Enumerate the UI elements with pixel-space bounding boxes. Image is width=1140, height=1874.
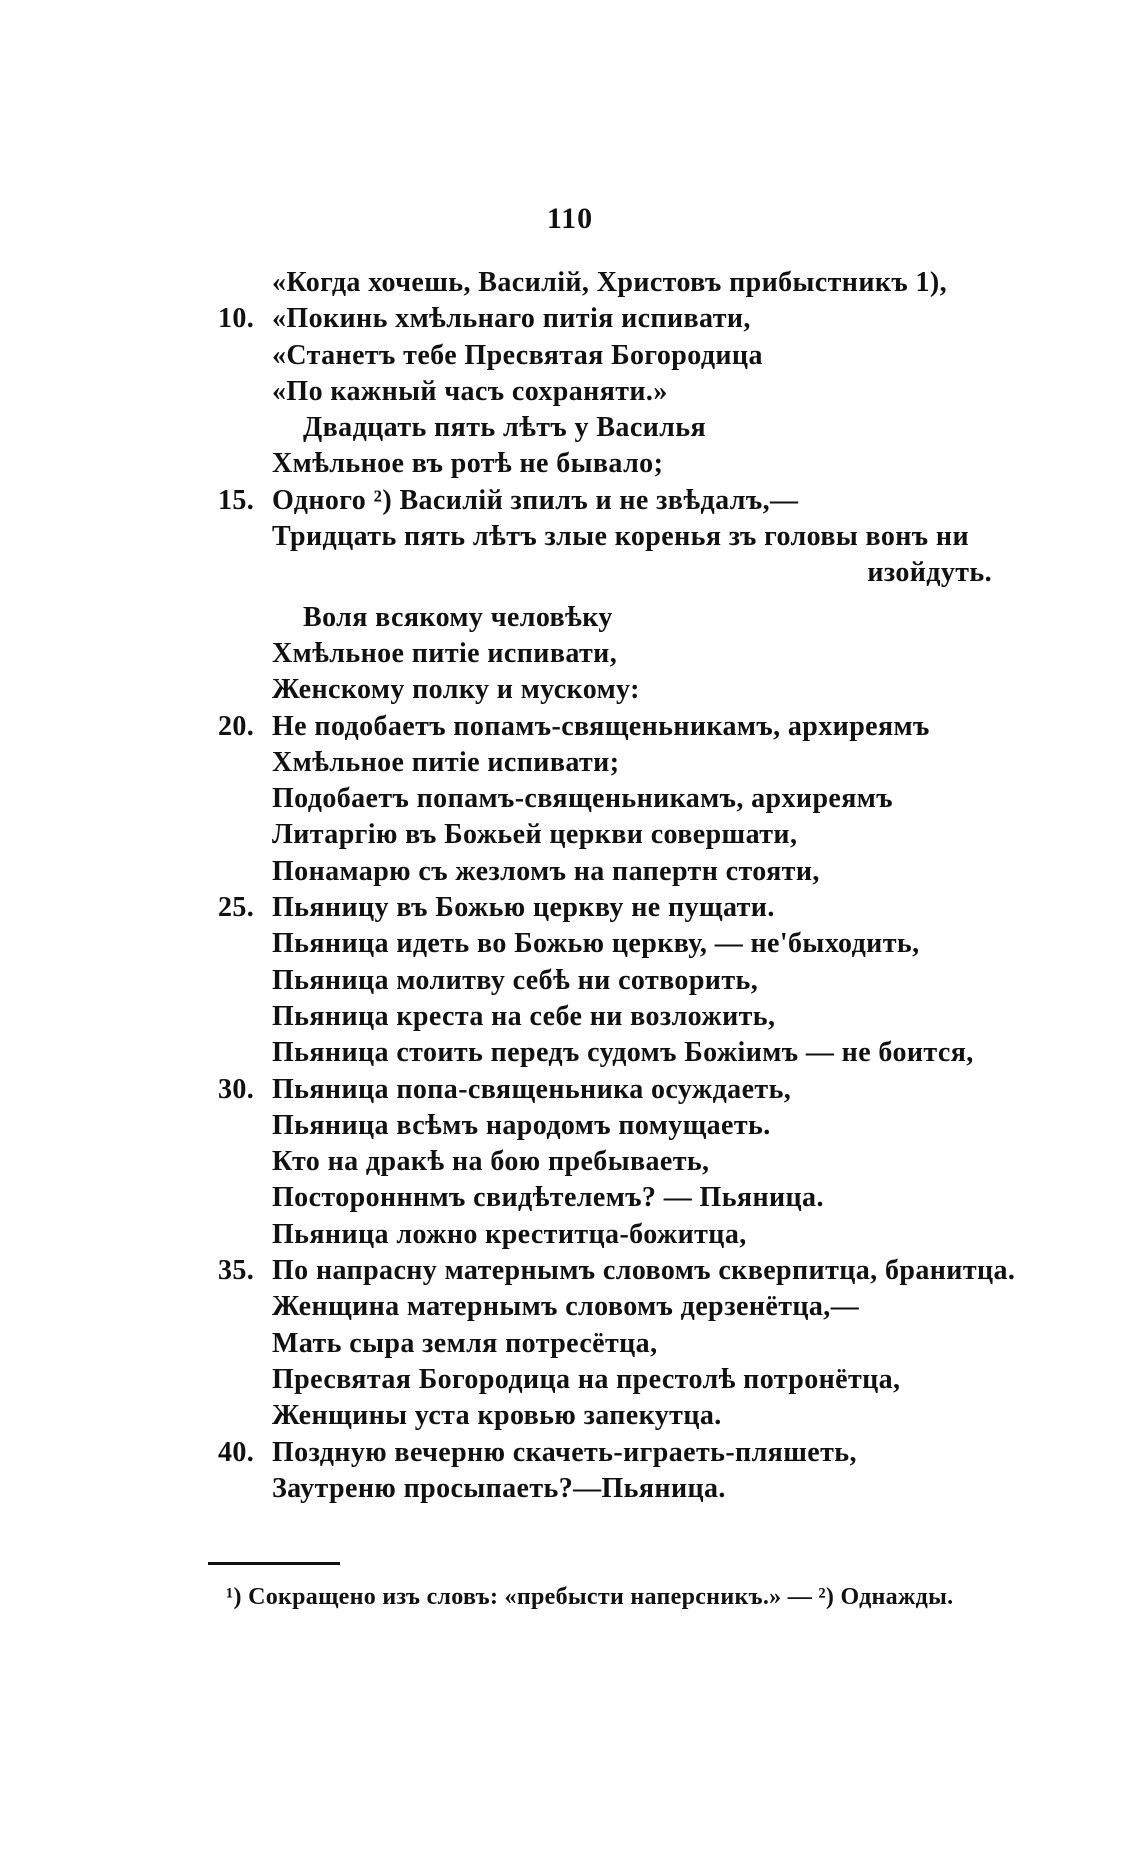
verse-line	[0, 745, 1140, 781]
verse-line	[0, 301, 1140, 337]
verse-line	[0, 963, 1140, 999]
verse-line	[0, 817, 1140, 853]
verse-line	[0, 1217, 1140, 1253]
line-text: «Покинь хмѣльнаго питія испивати,	[272, 303, 751, 335]
line-text: Женщина матернымъ словомъ дерзенётца,—	[272, 1291, 860, 1323]
line-text: Посторонннмъ свидѣтелемъ? — Пьяница.	[272, 1182, 824, 1214]
verse-line	[0, 890, 1140, 926]
line-text: Пресвятая Богородица на престолѣ потронётца,	[272, 1363, 901, 1395]
verse-line	[0, 410, 1140, 446]
verse-line	[0, 1289, 1140, 1325]
verse-line	[0, 483, 1140, 519]
line-text: Пьяница ложно креститца-божитца,	[272, 1218, 747, 1250]
line-number: 15.	[218, 484, 255, 516]
verse-line	[0, 1035, 1140, 1071]
line-text: Тридцать пять лѣтъ злые коренья зъ головы вонъ ни	[272, 521, 969, 553]
verse-line	[0, 1362, 1140, 1398]
stanza-gap	[0, 592, 1140, 600]
line-text: Заутреню просыпаеть?—Пьяница.	[272, 1472, 726, 1504]
verse-line	[0, 265, 1140, 301]
line-text: Не подобаетъ попамъ-священьникамъ, архиреямъ	[272, 710, 930, 742]
line-text: Хмѣльное въ ротѣ не бывало;	[272, 448, 664, 480]
verse-line	[0, 1108, 1140, 1144]
verse-line	[0, 999, 1140, 1035]
line-text: По напрасну матернымъ словомъ скверпитца, бранитца.	[272, 1255, 1016, 1287]
line-text: изойдуть.	[867, 557, 992, 589]
line-text: Кто на дракѣ на бою пребываеть,	[272, 1146, 710, 1178]
line-number: 20.	[218, 710, 255, 742]
verse-line	[0, 781, 1140, 817]
verse-line	[0, 1435, 1140, 1471]
line-number: 35.	[218, 1255, 255, 1287]
line-text: Воля всякому человѣку	[303, 601, 613, 633]
line-text: Мать сыра земля потресётца,	[272, 1327, 658, 1359]
line-text: Одного ²) Василій зпилъ и не звѣдалъ,—	[272, 484, 799, 516]
page-number: 110	[546, 202, 594, 235]
line-text: Литаргію въ Божьей церкви совершати,	[272, 819, 798, 851]
line-text: Подобаетъ попамъ-священьникамъ, архиреямъ	[272, 783, 893, 815]
line-text: Пьяница стоить передъ судомъ Божіимъ — не боится,	[272, 1037, 974, 1069]
line-text: Хмѣльное питіе испивати,	[272, 637, 618, 669]
footnote-divider	[208, 1562, 340, 1565]
line-text: «Станетъ тебе Пресвятая Богородица	[272, 339, 763, 371]
line-text: Пьяница идеть во Божью церкву, — не'быходить,	[272, 928, 920, 960]
verse-line	[0, 1072, 1140, 1108]
line-text: Хмѣльное питіе испивати;	[272, 746, 620, 778]
line-text: Понамарю съ жезломъ на папертн стояти,	[272, 855, 820, 887]
line-text: Женщины уста кровью запекутца.	[272, 1400, 722, 1432]
verse-line	[0, 338, 1140, 374]
line-text: «Когда хочешь, Василій, Христовъ прибыстникъ 1),	[272, 267, 948, 298]
verse-line	[0, 1471, 1140, 1507]
verse-line	[0, 519, 1140, 555]
line-text: Поздную вечерню скачеть-играеть-пляшеть,	[272, 1436, 857, 1468]
line-text: Пьяница всѣмъ народомъ помущаеть.	[272, 1109, 771, 1141]
verse-line	[0, 926, 1140, 962]
verse-block	[0, 265, 1140, 1507]
verse-line	[0, 854, 1140, 890]
footnote-text: ¹) Сокращено изъ словъ: «пребысти наперсникъ.» — ²) Однажды.	[226, 1584, 954, 1610]
verse-line	[0, 555, 1140, 591]
verse-line	[0, 446, 1140, 482]
line-text: Пьяница молитву себѣ ни сотворить,	[272, 964, 759, 996]
line-number: 30.	[218, 1073, 255, 1105]
verse-line	[0, 709, 1140, 745]
line-text: Женскому полку и мускому:	[272, 674, 640, 706]
verse-line	[0, 1398, 1140, 1434]
verse-line	[0, 1180, 1140, 1216]
line-text: Пьяница креста на себе ни возложить,	[272, 1000, 776, 1032]
verse-line	[0, 636, 1140, 672]
verse-line	[0, 600, 1140, 636]
verse-line	[0, 1253, 1140, 1289]
line-number: 25.	[218, 892, 255, 924]
verse-line	[0, 1326, 1140, 1362]
line-number: 10.	[218, 303, 255, 335]
line-text: «По кажный часъ сохраняти.»	[272, 375, 668, 407]
line-number: 40.	[218, 1436, 255, 1468]
line-text: Пьяницу въ Божью церкву не пущати.	[272, 892, 775, 924]
verse-line	[0, 374, 1140, 410]
line-text: Пьяница попа-священьника осуждаеть,	[272, 1073, 792, 1105]
verse-line	[0, 672, 1140, 708]
verse-line	[0, 1144, 1140, 1180]
line-text: Двадцать пять лѣтъ у Василья	[303, 412, 707, 444]
